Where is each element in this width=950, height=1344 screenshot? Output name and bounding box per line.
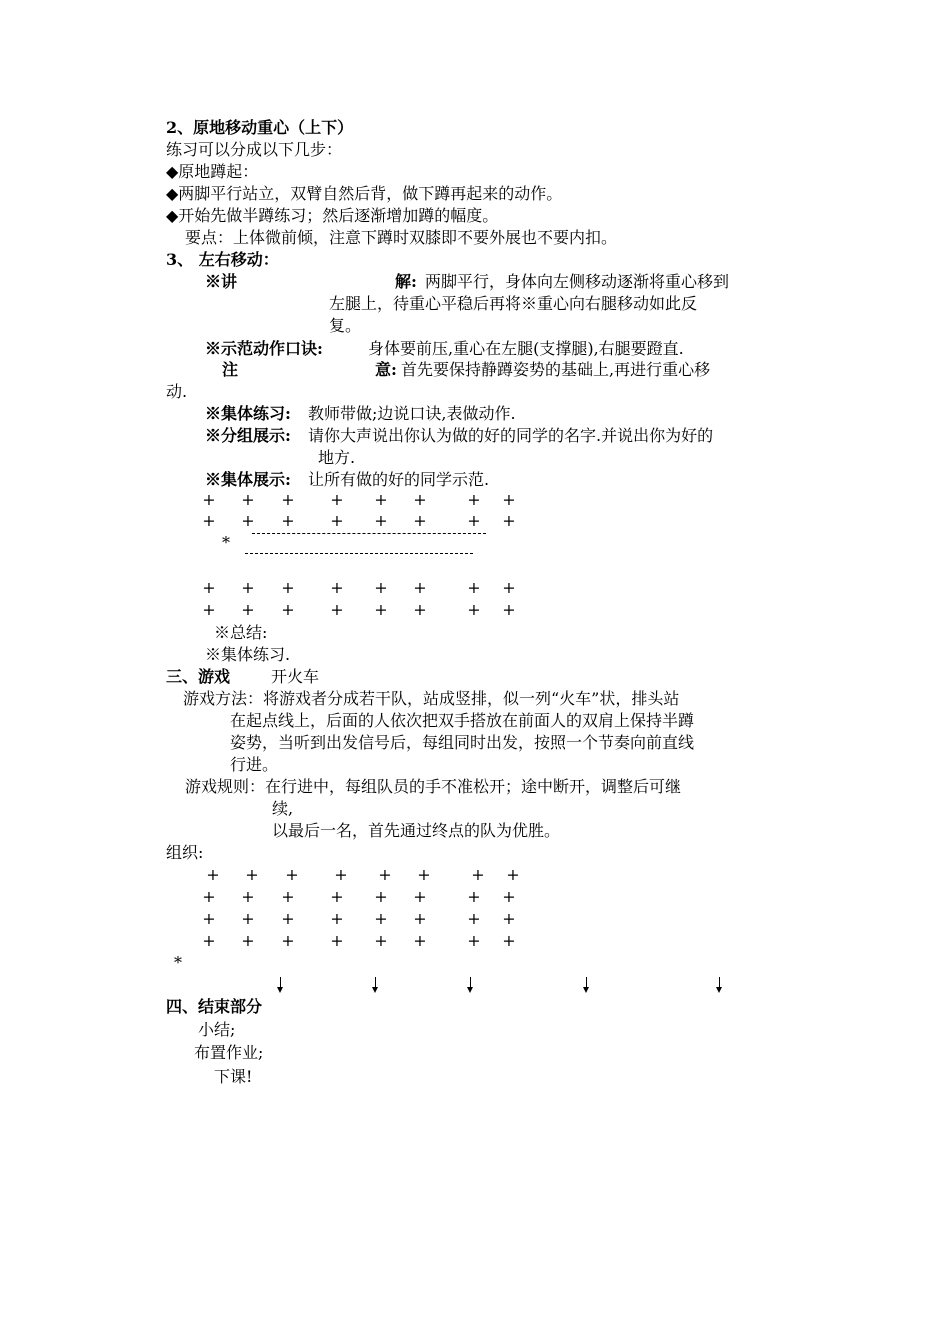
student-mark: + — [374, 511, 388, 530]
student-mark: + — [241, 887, 255, 906]
student-mark: + — [241, 490, 255, 509]
group-show-text: 让所有做的好的同学示范. — [308, 470, 490, 489]
student-mark: + — [374, 909, 388, 928]
student-mark: + — [502, 578, 516, 597]
student-mark: + — [502, 887, 516, 906]
student-mark: + — [374, 578, 388, 597]
teacher-mark: * — [222, 533, 230, 552]
student-mark: + — [413, 887, 427, 906]
demo-text: 身体要前压,重心在左腿(支撑腿),右腿要蹬直. — [368, 339, 684, 358]
org-label: 组织: — [166, 843, 204, 862]
student-mark: + — [413, 490, 427, 509]
student-mark: + — [281, 887, 295, 906]
student-mark: + — [467, 887, 481, 906]
note-label: 意: — [375, 360, 397, 379]
student-mark: + — [378, 865, 392, 884]
student-mark: + — [202, 490, 216, 509]
student-mark: + — [502, 909, 516, 928]
split-show-text: 请你大声说出你认为做的好的同学的名字.并说出你为好的 — [308, 426, 714, 445]
student-mark: + — [281, 909, 295, 928]
student-mark: + — [334, 865, 348, 884]
student-mark: + — [330, 931, 344, 950]
group-practice-text: 教师带做;边说口诀,表做动作. — [308, 404, 516, 423]
note-text: 动. — [166, 382, 188, 401]
student-mark: + — [285, 865, 299, 884]
student-mark: + — [202, 511, 216, 530]
student-mark: + — [281, 931, 295, 950]
game-rule: 以最后一名，首先通过终点的队为优胜。 — [272, 821, 561, 840]
dashed-line — [252, 533, 486, 534]
student-mark: + — [330, 578, 344, 597]
game-method: 游戏方法：将游戏者分成若干队，站成竖排，似一列“火车”状，排头站 — [183, 689, 680, 708]
student-mark: + — [202, 931, 216, 950]
student-mark: + — [330, 490, 344, 509]
student-mark: + — [281, 511, 295, 530]
explain-text: 左腿上，待重心平稳后再将※重心向右腿移动如此反 — [329, 294, 698, 313]
step-item: ◆两脚平行站立，双臂自然后背，做下蹲再起来的动作。 — [166, 184, 563, 203]
game-rule: 游戏规则：在行进中，每组队员的手不准松开；途中断开，调整后可继 — [185, 777, 682, 796]
student-mark: + — [413, 511, 427, 530]
student-mark: + — [330, 909, 344, 928]
step-item: ◆原地蹲起： — [166, 162, 259, 181]
section-title: 四、结束部分 — [166, 997, 263, 1016]
game-method: 姿势，当听到出发信号后，每组同时出发，按照一个节奏向前直线 — [230, 733, 695, 752]
student-mark: + — [502, 490, 516, 509]
student-mark: + — [502, 511, 516, 530]
student-mark: + — [374, 887, 388, 906]
explain-text: 两脚平行，身体向左侧移动逐渐将重心移到 — [425, 272, 730, 291]
student-mark: + — [281, 490, 295, 509]
game-method: 行进。 — [230, 755, 279, 774]
student-mark: + — [241, 909, 255, 928]
split-show-label: ※分组展示: — [205, 426, 291, 445]
student-mark: + — [374, 600, 388, 619]
student-mark: + — [245, 865, 259, 884]
student-mark: + — [374, 490, 388, 509]
student-mark: + — [281, 578, 295, 597]
student-mark: + — [413, 909, 427, 928]
student-mark: + — [206, 865, 220, 884]
student-mark: + — [467, 909, 481, 928]
student-mark: + — [202, 578, 216, 597]
student-mark: + — [502, 931, 516, 950]
student-mark: + — [413, 578, 427, 597]
student-mark: + — [506, 865, 520, 884]
group-show-label: ※集体展示: — [205, 470, 291, 489]
section-title: 2、原地移动重心（上下） — [166, 118, 354, 137]
step-item: ◆开始先做半蹲练习；然后逐渐增加蹲的幅度。 — [166, 206, 499, 225]
student-mark: + — [467, 931, 481, 950]
student-mark: + — [467, 490, 481, 509]
arrow-down-icon — [280, 977, 281, 991]
key-point: 要点：上体微前倾，注意下蹲时双膝即不要外展也不要内扣。 — [185, 228, 618, 247]
student-mark: + — [467, 511, 481, 530]
student-mark: + — [241, 578, 255, 597]
arrow-down-icon — [586, 977, 587, 991]
student-mark: + — [241, 511, 255, 530]
arrow-down-icon — [719, 977, 720, 991]
student-mark: + — [202, 887, 216, 906]
student-mark: + — [330, 511, 344, 530]
game-rule: 续, — [272, 799, 294, 818]
arrow-down-icon — [375, 977, 376, 991]
game-method: 在起点线上，后面的人依次把双手搭放在前面人的双肩上保持半蹲 — [230, 711, 695, 730]
section-title: 3、 左右移动： — [166, 250, 279, 269]
student-mark: + — [202, 909, 216, 928]
explain-label: ※讲 — [205, 272, 238, 291]
section-title: 三、游戏 — [166, 667, 231, 686]
student-mark: + — [467, 600, 481, 619]
game-name: 开火车 — [271, 667, 320, 686]
summary-text: ※总结: — [214, 623, 268, 642]
arrow-down-icon — [470, 977, 471, 991]
ending-item: 小结; — [198, 1020, 236, 1039]
student-mark: + — [330, 887, 344, 906]
ending-item: 下课! — [214, 1067, 253, 1086]
student-mark: + — [413, 931, 427, 950]
student-mark: + — [281, 600, 295, 619]
teacher-mark: * — [174, 953, 182, 972]
intro-text: 练习可以分成以下几步： — [166, 140, 343, 159]
student-mark: + — [202, 600, 216, 619]
split-show-text: 地方. — [318, 448, 356, 467]
practice-text: ※集体练习. — [205, 645, 291, 664]
ending-item: 布置作业; — [194, 1043, 264, 1062]
student-mark: + — [471, 865, 485, 884]
note-text: 首先要保持静蹲姿势的基础上,再进行重心移 — [401, 360, 711, 379]
group-practice-label: ※集体练习: — [205, 404, 291, 423]
explain-label: 解: — [395, 272, 417, 291]
student-mark: + — [467, 578, 481, 597]
note-label: 注 — [222, 360, 239, 379]
demo-label: ※示范动作口诀: — [205, 339, 323, 358]
student-mark: + — [502, 600, 516, 619]
student-mark: + — [330, 600, 344, 619]
student-mark: + — [417, 865, 431, 884]
explain-text: 复。 — [329, 316, 362, 335]
student-mark: + — [241, 931, 255, 950]
student-mark: + — [413, 600, 427, 619]
student-mark: + — [241, 600, 255, 619]
dashed-line — [245, 553, 473, 554]
student-mark: + — [374, 931, 388, 950]
